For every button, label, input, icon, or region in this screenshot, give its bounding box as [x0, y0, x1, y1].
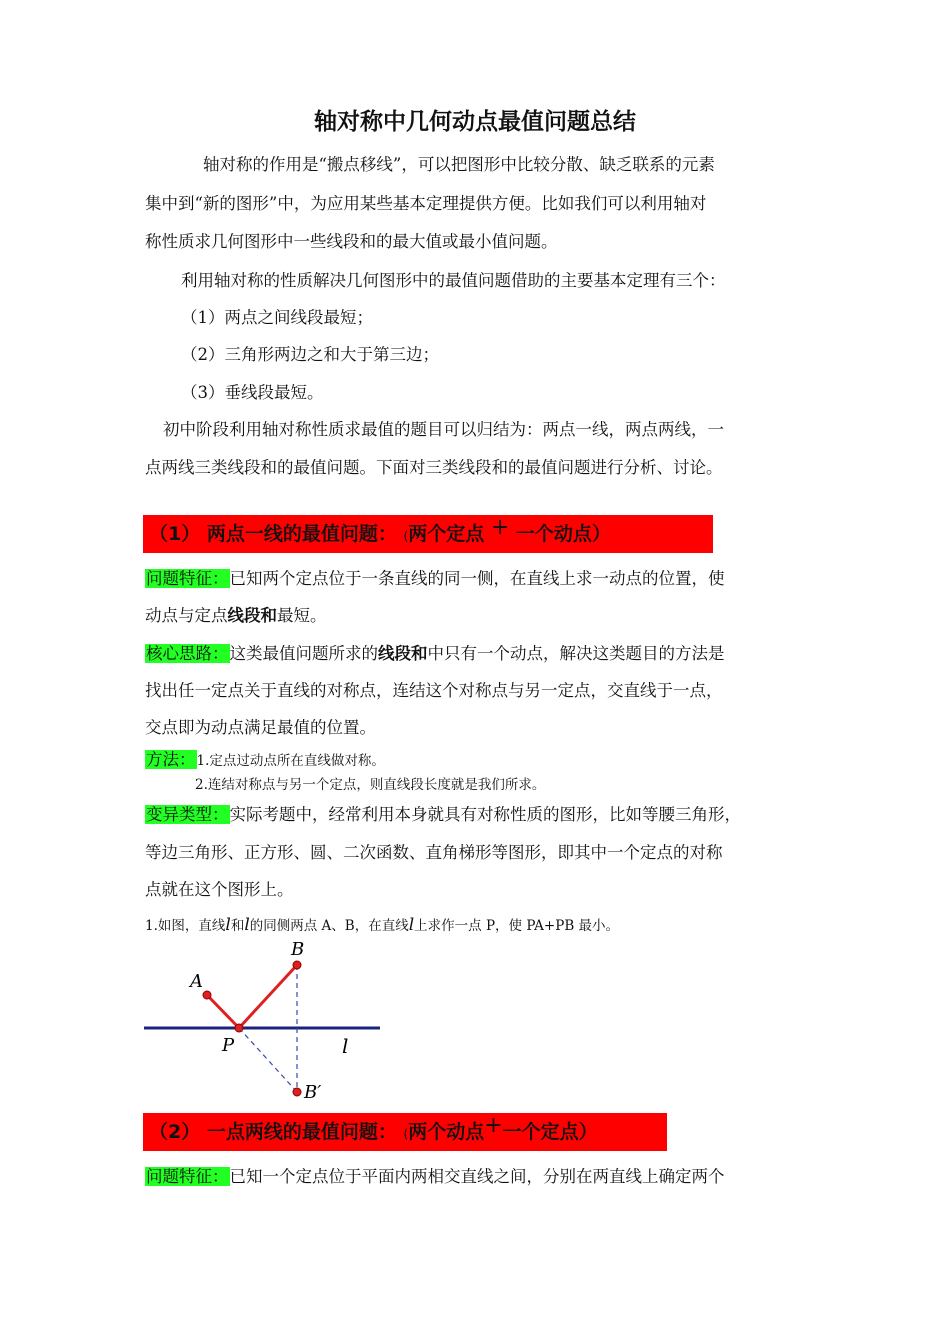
section-1-sub-b: 一个动点） [515, 523, 611, 545]
core-text-1c: 中只有一个动点，解决这类题目的方法是 [427, 644, 725, 663]
section-2-sub-b: 一个定点） [502, 1121, 598, 1143]
section-2-heading: 一点两线的最值问题： [206, 1121, 397, 1143]
section-1-variant-line-2: 等边三角形、正方形、圆、二次函数、直角梯形等图形，即其中一个定点的对称 [145, 843, 723, 862]
section-1-variant-line-1 [145, 803, 825, 827]
section-2-paren: ( [403, 1127, 409, 1141]
section-1-number: （1） [149, 523, 201, 545]
section-1-heading: 两点一线的最值问题： [206, 523, 397, 545]
feature-label-2: 问题特征： [146, 1167, 229, 1186]
section-1-core-line-2: 找出任一定点关于直线的对称点，连结这个对称点与另一定点，交直线于一点， [145, 681, 723, 700]
point-P [235, 1024, 243, 1032]
label-Bprime: B′ [304, 1082, 322, 1103]
section-1-method-line-1 [145, 748, 825, 773]
example-line-symbol-1: l [225, 915, 231, 935]
label-B: B [291, 939, 305, 960]
point-Bprime [293, 1088, 301, 1096]
example-text-d: 上求作一点 P，使 PA+PB 最小。 [414, 918, 620, 934]
example-text-a: 1.如图，直线 [145, 918, 226, 934]
reflection-figure [140, 935, 390, 1105]
core-text-1a: 这类最值问题所求的 [229, 644, 378, 663]
label-l: l [342, 1034, 349, 1058]
section-2-number: （2） [149, 1121, 201, 1143]
intro-paragraph-3-line-1: 初中阶段利用轴对称性质求最值的题目可以归结为：两点一线，两点两线，一 [163, 420, 724, 439]
section-2-sub-a: 两个动点 [408, 1121, 485, 1143]
section-1-feature-line-2 [145, 604, 825, 628]
intro-paragraph-1-line-1: 轴对称的作用是“搬点移线”，可以把图形中比较分散、缺乏联系的元素 [203, 155, 715, 174]
intro-paragraph-1-line-3: 称性质求几何图形中一些线段和的最大值或最小值问题。 [145, 232, 558, 251]
method-step-1: 1.定点过动点所在直线做对称。 [196, 753, 385, 769]
core-text-bold: 线段和 [378, 644, 428, 663]
example-line-symbol-3: l [408, 915, 415, 935]
section-2-banner [143, 1113, 667, 1151]
example-text-b: 和 [230, 918, 245, 934]
intro-paragraph-3-line-2: 点两线三类线段和的最值问题。下面对三类线段和的最值问题进行分析、讨论。 [145, 458, 723, 477]
section-1-paren: ( [403, 529, 409, 543]
section-1-plus: + [490, 515, 510, 540]
variant-text: 实际考题中，经常利用本身就具有对称性质的图形，比如等腰三角形， [229, 805, 741, 824]
point-A [203, 991, 211, 999]
page-title: 轴对称中几何动点最值问题总结 [314, 109, 636, 135]
feature-text-2c: 最短。 [277, 606, 327, 625]
section-1-core-line-3: 交点即为动点满足最值的位置。 [145, 718, 376, 737]
section-2-plus: + [484, 1113, 503, 1138]
intro-paragraph-1-line-2: 集中到“新的图形”中，为应用某些基本定理提供方便。比如我们可以利用轴对 [145, 194, 707, 213]
label-A: A [190, 971, 203, 992]
feature-text: 已知两个定点位于一条直线的同一侧，在直线上求一动点的位置，使 [229, 569, 725, 588]
feature-label: 问题特征： [146, 569, 229, 588]
segment-P-B [239, 965, 297, 1028]
theorem-1: （1）两点之间线段最短； [181, 308, 373, 327]
example-line-symbol-2: l [244, 915, 250, 935]
core-label: 核心思路： [146, 644, 229, 663]
section-1-feature-line-1 [145, 567, 825, 591]
feature-text-2a: 动点与定点 [145, 606, 228, 625]
section-1-sub-a: 两个定点 [408, 523, 485, 545]
example-text-c: 的同侧两点 A、B，在直线 [249, 918, 409, 934]
label-P: P [222, 1035, 235, 1056]
section-1-core-line-1 [145, 642, 825, 666]
point-B [293, 961, 301, 969]
section-1-banner [143, 515, 713, 553]
section-1-variant-line-3: 点就在这个图形上。 [145, 880, 294, 899]
variant-label: 变异类型： [146, 805, 229, 824]
method-label: 方法： [146, 750, 196, 769]
feature-text-bold: 线段和 [227, 606, 277, 625]
theorem-2: （2）三角形两边之和大于第三边； [181, 345, 439, 364]
section-2-feature-line-1 [145, 1165, 825, 1189]
feature-text-section-2: 已知一个定点位于平面内两相交直线之间，分别在两直线上确定两个 [229, 1167, 725, 1186]
segment-A-P [207, 995, 239, 1028]
theorem-3: （3）垂线段最短。 [181, 383, 324, 402]
method-step-2: 2.连结对称点与另一个定点，则直线段长度就是我们所求。 [195, 777, 546, 793]
intro-paragraph-2: 利用轴对称的性质解决几何图形中的最值问题借助的主要基本定理有三个： [181, 271, 726, 290]
segment-P-Bprime [239, 1028, 297, 1092]
